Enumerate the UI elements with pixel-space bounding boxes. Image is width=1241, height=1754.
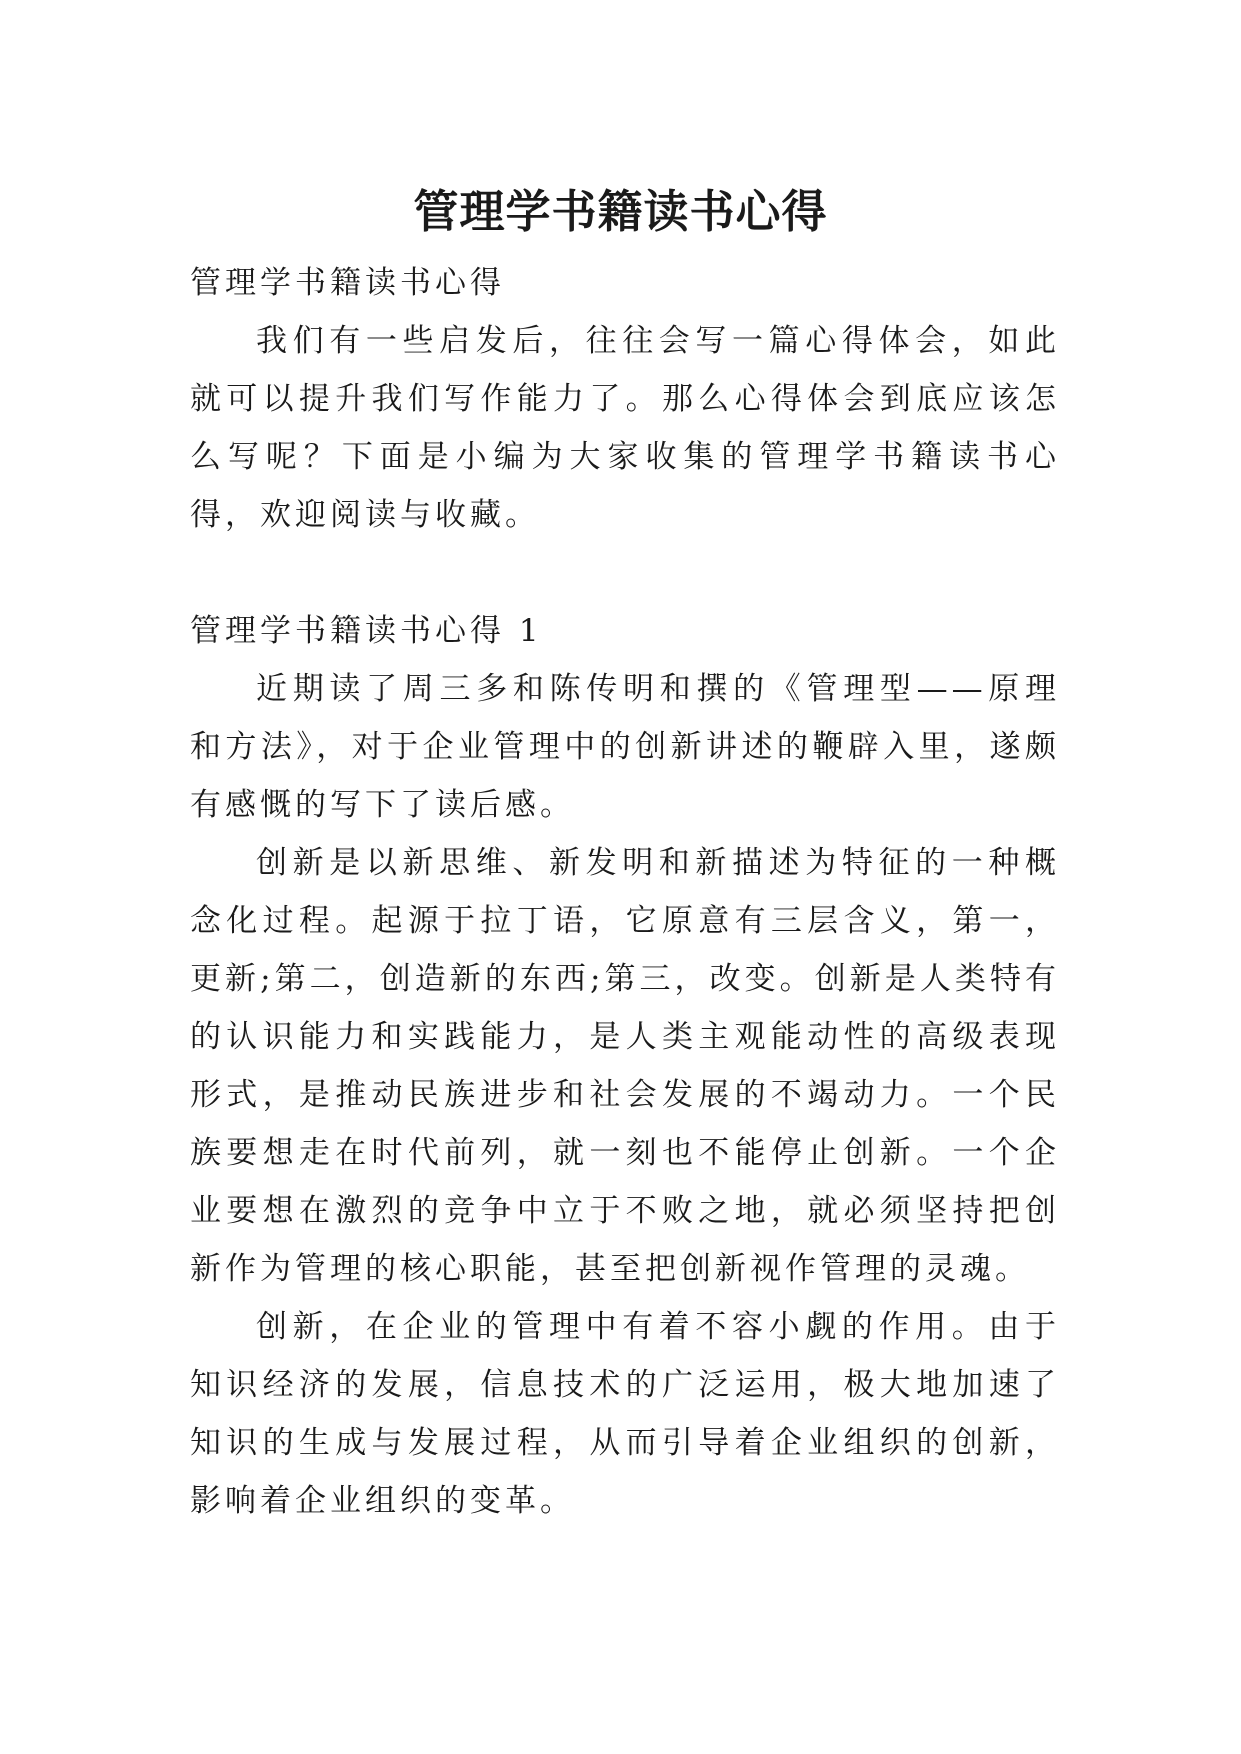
- section-heading: 管理学书籍读书心得 1: [190, 613, 543, 649]
- intro-paragraph: 我们有一些启发后，往往会写一篇心得体会，如此就可以提升我们写作能力了。那么心得体会到底应该怎么写呢？下面是小编为大家收集的管理学书籍读书心得，欢迎阅读与收藏。: [190, 323, 1060, 533]
- body-paragraph: 创新，在企业的管理中有着不容小觑的作用。由于知识经济的发展，信息技术的广泛运用，极大地加速了知识的生成与发展过程，从而引导着企业组织的创新，影响着企业组织的变革。: [190, 1309, 1060, 1519]
- body-paragraph: 创新是以新思维、新发明和新描述为特征的一种概念化过程。起源于拉丁语，它原意有三层含义，第一，更新;第二，创造新的东西;第三，改变。创新是人类特有的认识能力和实践能力，是人类主观能动性的高级表现形式，是推动民族进步和社会发展的不竭动力。一个民族要想走在时代前列，就一刻也不能停止创新。一个企业要想在激烈的竞争中立于不败之地，就必须坚持把创新作为管理的核心职能，甚至把创新视作管理的灵魂。: [190, 845, 1060, 1287]
- document-subtitle: 管理学书籍读书心得: [190, 265, 505, 301]
- document-body: [190, 254, 1060, 1530]
- section-spacer: [190, 544, 1060, 602]
- page-title: 管理学书籍读书心得: [413, 185, 828, 239]
- body-paragraph: 近期读了周三多和陈传明和撰的《管理型——原理和方法》，对于企业管理中的创新讲述的鞭辟入里，遂颇有感慨的写下了读后感。: [190, 671, 1060, 823]
